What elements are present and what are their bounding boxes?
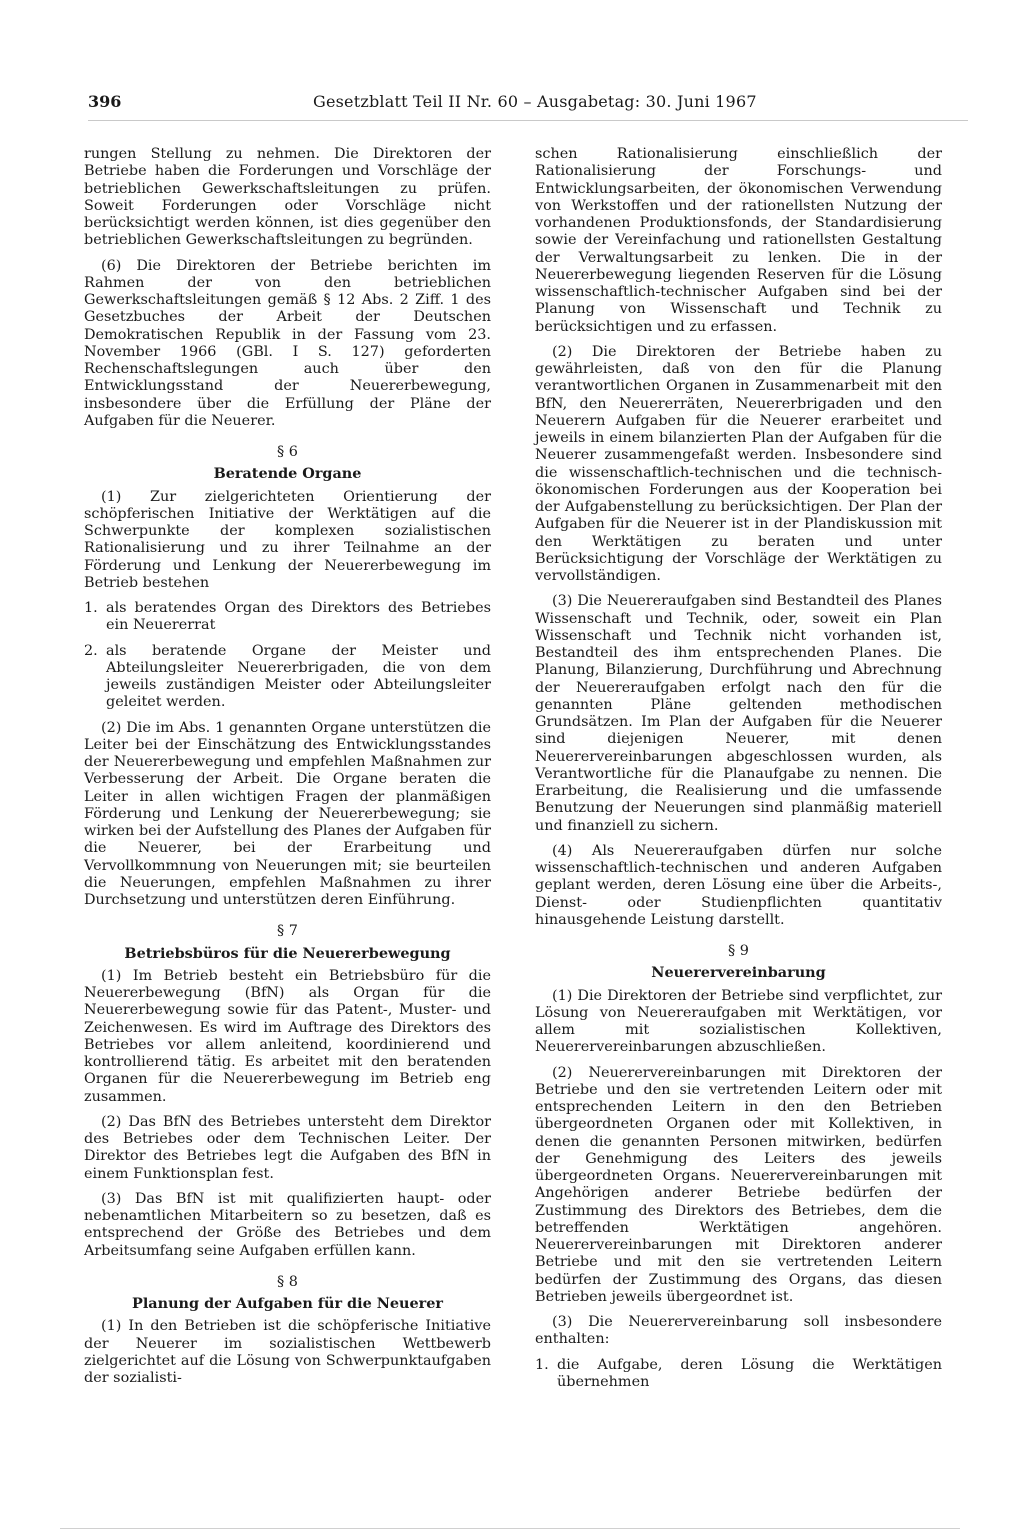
paragraph: schen Rationalisierung einschließlich der Rationalisierung der Forschungs- und Entwicklungsarbeiten, der ökonomischen Verwendung von Werkstoffen und der rationellsten Nutzung der vorhandenen Produktionsfonds, der Standardisierung sowie der Vereinfachung und rationellsten Gestaltung der Verwaltungsarbeit zu lenken. Die in der Neuererbewegung liegenden Reserven für die Lösung wissenschaftlich-technischer Aufgaben sind bei der Planung von Wissenschaft und Technik zu berücksichtigen und zu erfassen. [535,146,942,335]
list-text: als beratendes Organ des Direktors des Betriebes ein Neuererrat [106,600,491,634]
paragraph: (1) Im Betrieb besteht ein Betriebsbüro für die Neuererbewegung (BfN) als Organ für die Neuererbewegung sowie für das Patent-, Muster- und Zeichenwesen. Es wird im Auftrage des Direktors des Betriebes vor allem anleitend, koordinierend und kontrollierend tätig. Es arbeitet mit den beratenden Organen für die Neuererbewegung im Betrieb eng zusammen. [84,967,491,1105]
header-rule [88,120,968,121]
list-text: die Aufgabe, deren Lösung die Werktätigen übernehmen [557,1356,942,1390]
section-title: Betriebsbüros für die Neuererbewegung [124,944,451,962]
paragraph: (1) Die Direktoren der Betriebe sind verpflichtet, zur Lösung von Neuereraufgaben mit Werktätigen, vor allem mit sozialistischen Kollektiven, Neuerervereinbarungen abzuschließen. [535,987,942,1056]
list-number: 1. [535,1356,549,1373]
paragraph: (3) Das BfN ist mit qualifizierten haupt- oder nebenamtlichen Mitarbeitern so zu besetzen, daß es entsprechend der Größe des Betriebes und dem Arbeitsumfang seine Aufgaben erfüllen kann. [84,1190,491,1259]
list-number: 1. [84,600,98,616]
section-number: § 8 [277,1273,298,1290]
section-number: § 7 [277,923,298,940]
paragraph: rungen Stellung zu nehmen. Die Direktoren der Betriebe haben die Forderungen und Vorschläge der betrieblichen Gewerkschaftsleitungen zu prüfen. Soweit Forderungen oder Vorschläge nicht berücksichtigt werden können, ist dies gegenüber den betrieblichen Gewerkschaftsleitungen zu begründen. [84,146,491,249]
paragraph: (6) Die Direktoren der Betriebe berichten im Rahmen der von den betrieblichen Gewerkschaftsleitungen gemäß § 12 Abs. 2 Ziff. 1 des Gesetzbuches der Arbeit der Deutschen Demokratischen Republik in der Fassung vom 23. November 1966 (GBl. I S. 127) geforderten Rechenschaftslegungen auch über den Entwicklungsstand der Neuererbewegung, insbesondere über die Erfüllung der Pläne der Aufgaben für die Neuerer. [84,257,491,429]
page-header [88,90,968,114]
paragraph: (2) Die im Abs. 1 genannten Organe unterstützen die Leiter bei der Einschätzung des Entwicklungsstandes der Neuererbewegung und empfehlen Maßnahmen zur Verbesserung der Arbeit. Die Organe beraten die Leiter in allen wichtigen Fragen der planmäßigen Förderung und Lenkung der Neuererbewegung; sie wirken bei der Aufstellung des Planes der Aufgaben für die Neuerer, bei der Erarbeitung und Vervollkommnung von Neuerungen mit; sie beurteilen die Neuerungen, empfehlen Maßnahmen zu ihrer Durchsetzung und unterstützen deren Einführung. [84,719,491,908]
list-text: als beratende Organe der Meister und Abteilungsleiter Neuererbrigaden, die von dem jeweils zuständigen Meister oder Abteilungsleiter geleitet werden. [106,642,491,711]
list-item [535,1357,942,1392]
paragraph: (3) Die Neuerervereinbarung soll insbesondere enthalten: [535,1314,942,1348]
paragraph: (2) Das BfN des Betriebes untersteht dem Direktor des Betriebes oder dem Technischen Leiter. Der Direktor des Betriebes legt die Aufgaben des BfN in einem Funktionsplan fest. [84,1113,491,1182]
section-title: Planung der Aufgaben für die Neuerer [132,1295,443,1312]
paragraph: (4) Als Neuereraufgaben dürfen nur solche wissenschaftlich-technischen und anderen Aufgaben geplant werden, deren Lösung eine über die Arbeits-, Dienst- oder Studienpflichten quantitativ hinausgehende Leistung darstellt. [535,842,942,928]
paragraph: (3) Die Neuereraufgaben sind Bestandteil des Planes Wissenschaft und Technik, oder, soweit ein Plan Wissenschaft und Technik nicht vorhanden ist, Bestandteil des ihm entsprechenden Planes. Die Planung, Bilanzierung, Durchführung und Abrechnung der Neuereraufgaben erfolgt nach den für die genannten Pläne geltenden methodischen Grundsätzen. Im Plan der Aufgaben für die Neuerer sind diejenigen Neuerer, mit denen Neuerervereinbarungen abgeschlossen wurden, als Verantwortliche für die Planaufgabe zu nennen. Die Erarbeitung, die Realisierung und die umfassende Benutzung der Neuerungen sind planmäßig materiell und finanziell zu sichern. [535,593,942,834]
paragraph: (2) Neuerervereinbarungen mit Direktoren der Betriebe und den sie vertretenden Leitern oder mit entsprechenden Leitern in den den Betrieben übergeordneten Organen oder mit Kollektiven, in denen die genannten Personen mitwirken, bedürfen der Genehmigung des Leiters des jeweils übergeordneten Organs. Neuerervereinbarungen mit Angehörigen anderer Betriebe bedürfen der Zustimmung des Direktors des Betriebes, dem die betreffenden Werktätigen angehören. Neuerervereinbarungen mit Direktoren anderer Betriebe und mit den sie vertretenden Leitern bedürfen der Zustimmung des Organs, das diesen Betrieben jeweils übergeordnet ist. [535,1064,942,1305]
running-title: Gesetzblatt Teil II Nr. 60 – Ausgabetag: 30. Juni 1967 [313,92,757,111]
paragraph: (2) Die Direktoren der Betriebe haben zu gewährleisten, daß von den für die Planung verantwortlichen Organen in Zusammenarbeit mit den BfN, den Neuererräten, Neuererbrigaden und den Neuerern Aufgaben für die Neuerer erarbeitet und jeweils in einem bilanzierten Plan der Aufgaben für die Neuerer zusammengefaßt werden. Insbesondere sind die wissenschaftlich-technischen und die technisch-ökonomischen Forderungen aus der Kooperation bei der Aufgabenstellung zu berücksichtigen. Der Plan der Aufgaben für die Neuerer ist in der Plandiskussion mit den Werktätigen zu beraten und unter Berücksichtigung der Vorschläge der Werktätigen zu vervollständigen. [535,343,942,584]
section-number: § 9 [728,943,749,959]
list-number: 2. [84,642,98,659]
right-column [535,146,942,1399]
section-title: Neuerervereinbarung [651,964,826,982]
left-column [84,146,491,1395]
footer-rule [60,1528,960,1529]
page-number: 396 [88,92,122,111]
section-title: Beratende Organe [213,465,362,483]
paragraph: (1) Zur zielgerichteten Orientierung der schöpferischen Initiative der Werktätigen auf die Schwerpunkte der komplexen sozialistischen Rationalisierung und zu ihrer Teilnahme an der Förderung und Lenkung der Neuererbewegung im Betrieb bestehen [84,488,491,591]
list-item [84,643,491,712]
paragraph: (1) In den Betrieben ist die schöpferische Initiative der Neuerer im sozialistischen Wettbewerb zielgerichtet auf die Lösung von Schwerpunktaufgaben der sozialisti- [84,1318,491,1386]
section-number: § 6 [277,444,298,460]
list-item [84,600,491,635]
